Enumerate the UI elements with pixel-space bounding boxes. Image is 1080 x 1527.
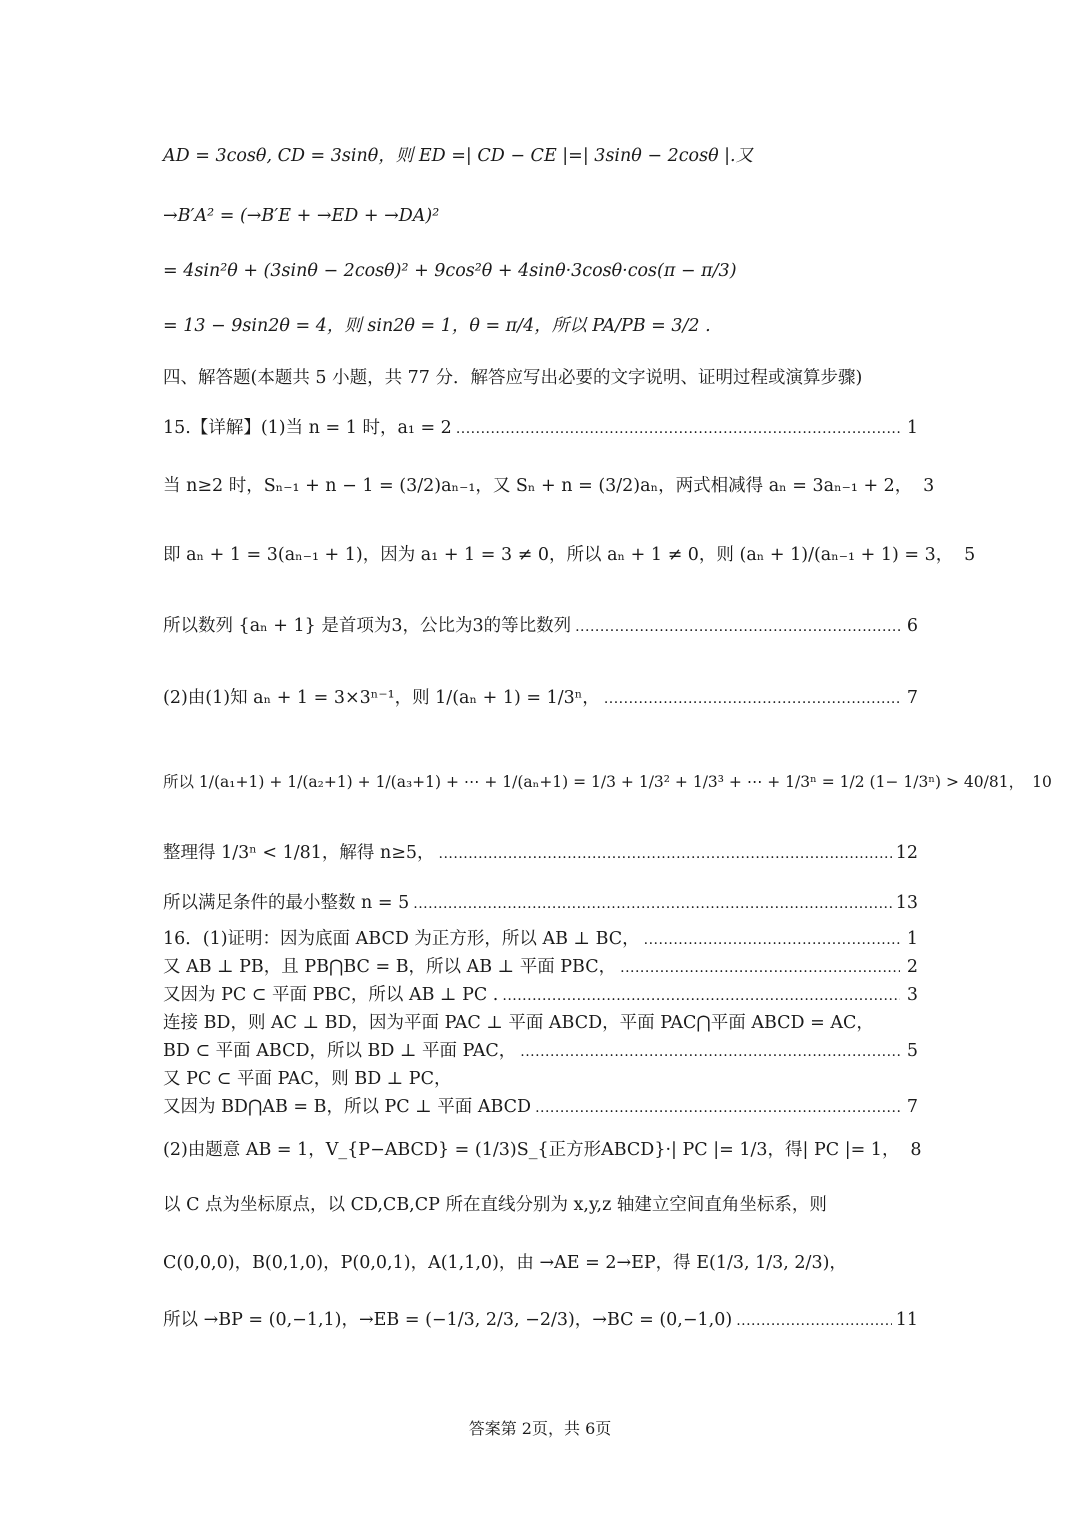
line-text: 即 aₙ + 1 = 3(aₙ₋₁ + 1)，因为 a₁ + 1 = 3 ≠ 0，所以 aₙ + 1 ≠ 0，则 (aₙ + 1)/(aₙ₋₁ + 1) = 3， <box>163 545 954 565</box>
line-20 <box>163 1099 918 1117</box>
points: 3 <box>923 476 935 496</box>
dot-leader <box>736 1312 892 1330</box>
line-15 <box>163 959 918 977</box>
line-3 <box>163 263 903 281</box>
dot-leader <box>456 420 900 438</box>
dot-leader <box>620 959 900 977</box>
line-12 <box>163 845 918 863</box>
points: 10 <box>1032 773 1052 791</box>
line-text: = 13 − 9sin2θ = 4，则 sin2θ = 1，θ = π/4，所以 PA/PB = 3/2 . <box>163 316 711 336</box>
line-21 <box>163 1140 922 1160</box>
line-text: 所以 →BP = (0,−1,1)，→EB = (−1/3, 2/3, −2/3)，→BC = (0,−1,0) <box>163 1310 733 1330</box>
page-footer: 答案第 2页，共 6页 <box>468 1419 612 1438</box>
dot-leader <box>535 1099 900 1117</box>
line-text: 所以满足条件的最小整数 n = 5 <box>163 893 410 913</box>
line-text: AD = 3cosθ, CD = 3sinθ，则 ED =| CD − CE |=| 3sinθ − 2cosθ |.又 <box>163 146 754 166</box>
line-13 <box>163 895 918 913</box>
line-16 <box>163 987 918 1005</box>
line-8 <box>163 545 976 565</box>
points: 1 <box>906 418 918 438</box>
points: 7 <box>906 1097 918 1117</box>
dot-leader <box>413 895 891 913</box>
line-17 <box>163 1015 918 1033</box>
dot-leader <box>644 931 900 949</box>
line-10 <box>163 690 918 708</box>
line-text: C(0,0,0)，B(0,1,0)，P(0,0,1)，A(1,1,0)，由 →AE = 2→EP，得 E(1/3, 1/3, 2/3)， <box>163 1253 847 1273</box>
points: 7 <box>906 688 918 708</box>
line-text: 16．(1)证明：因为底面 ABCD 为正方形，所以 AB ⊥ BC， <box>163 929 640 949</box>
line-text: →B′A² = (→B′E + →ED + →DA)² <box>163 206 440 226</box>
points: 6 <box>906 616 918 636</box>
line-7 <box>163 476 935 496</box>
points: 11 <box>895 1310 918 1330</box>
line-19 <box>163 1071 903 1089</box>
line-23 <box>163 1255 903 1273</box>
line-text: (2)由(1)知 aₙ + 1 = 3×3ⁿ⁻¹，则 1/(aₙ + 1) = 1/3ⁿ， <box>163 688 600 708</box>
line-2 <box>163 208 903 226</box>
line-text: 整理得 1/3ⁿ < 1/81，解得 n≥5， <box>163 843 435 863</box>
points: 8 <box>910 1140 922 1160</box>
line-text: 以 C 点为坐标原点，以 CD,CB,CP 所在直线分别为 x,y,z 轴建立空间直角坐标系，则 <box>163 1195 827 1215</box>
points: 5 <box>964 545 976 565</box>
line-18 <box>163 1043 918 1061</box>
line-22 <box>163 1197 918 1215</box>
line-11 <box>163 773 1052 791</box>
line-9 <box>163 618 918 636</box>
points: 2 <box>906 957 918 977</box>
line-text: 又 AB ⊥ PB，且 PB⋂BC = B，所以 AB ⊥ 平面 PBC， <box>163 957 617 977</box>
line-text: 连接 BD，则 AC ⊥ BD，因为平面 PAC ⊥ 平面 ABCD，平面 PAC⋂平面 ABCD = AC， <box>163 1013 874 1033</box>
line-6 <box>163 420 918 438</box>
dot-leader <box>502 987 900 1005</box>
line-text: 所以数列 {aₙ + 1} 是首项为3，公比为3的等比数列 <box>163 616 572 636</box>
points: 3 <box>906 985 918 1005</box>
dot-leader <box>575 618 900 636</box>
line-text: BD ⊂ 平面 ABCD，所以 BD ⊥ 平面 PAC， <box>163 1041 517 1061</box>
dot-leader <box>604 690 900 708</box>
line-text: = 4sin²θ + (3sinθ − 2cosθ)² + 9cos²θ + 4sinθ·3cosθ·cos(π − π/3) <box>163 261 737 281</box>
points: 1 <box>906 929 918 949</box>
points: 5 <box>906 1041 918 1061</box>
line-text: 又因为 PC ⊂ 平面 PBC，所以 AB ⊥ PC . <box>163 985 499 1005</box>
points: 13 <box>895 893 918 913</box>
line-text: 当 n≥2 时，Sₙ₋₁ + n − 1 = (3/2)aₙ₋₁，又 Sₙ + n = (3/2)aₙ，两式相减得 aₙ = 3aₙ₋₁ + 2， <box>163 476 913 496</box>
line-text: 四、解答题(本题共 5 小题，共 77 分．解答应写出必要的文字说明、证明过程或演算步骤) <box>163 368 863 388</box>
section-heading <box>163 370 903 388</box>
points: 12 <box>895 843 918 863</box>
dot-leader <box>439 845 892 863</box>
line-14 <box>163 931 918 949</box>
line-text: (2)由题意 AB = 1，V_{P−ABCD} = (1/3)S_{正方形ABCD}·| PC |= 1/3，得| PC |= 1， <box>163 1140 900 1160</box>
line-text: 又 PC ⊂ 平面 PAC，则 BD ⊥ PC， <box>163 1069 452 1089</box>
line-text: 所以 1/(a₁+1) + 1/(a₂+1) + 1/(a₃+1) + ⋯ + 1/(aₙ+1) = 1/3 + 1/3² + 1/3³ + ⋯ + 1/3ⁿ = 1/2 (1− 1/3ⁿ) > 40/81， <box>163 773 1025 791</box>
line-text: 15.【详解】(1)当 n = 1 时，a₁ = 2 <box>163 418 452 438</box>
line-text: 又因为 BD⋂AB = B，所以 PC ⊥ 平面 ABCD <box>163 1097 532 1117</box>
line-4 <box>163 318 903 336</box>
line-1 <box>163 148 903 166</box>
dot-leader <box>520 1043 900 1061</box>
line-24 <box>163 1312 918 1330</box>
